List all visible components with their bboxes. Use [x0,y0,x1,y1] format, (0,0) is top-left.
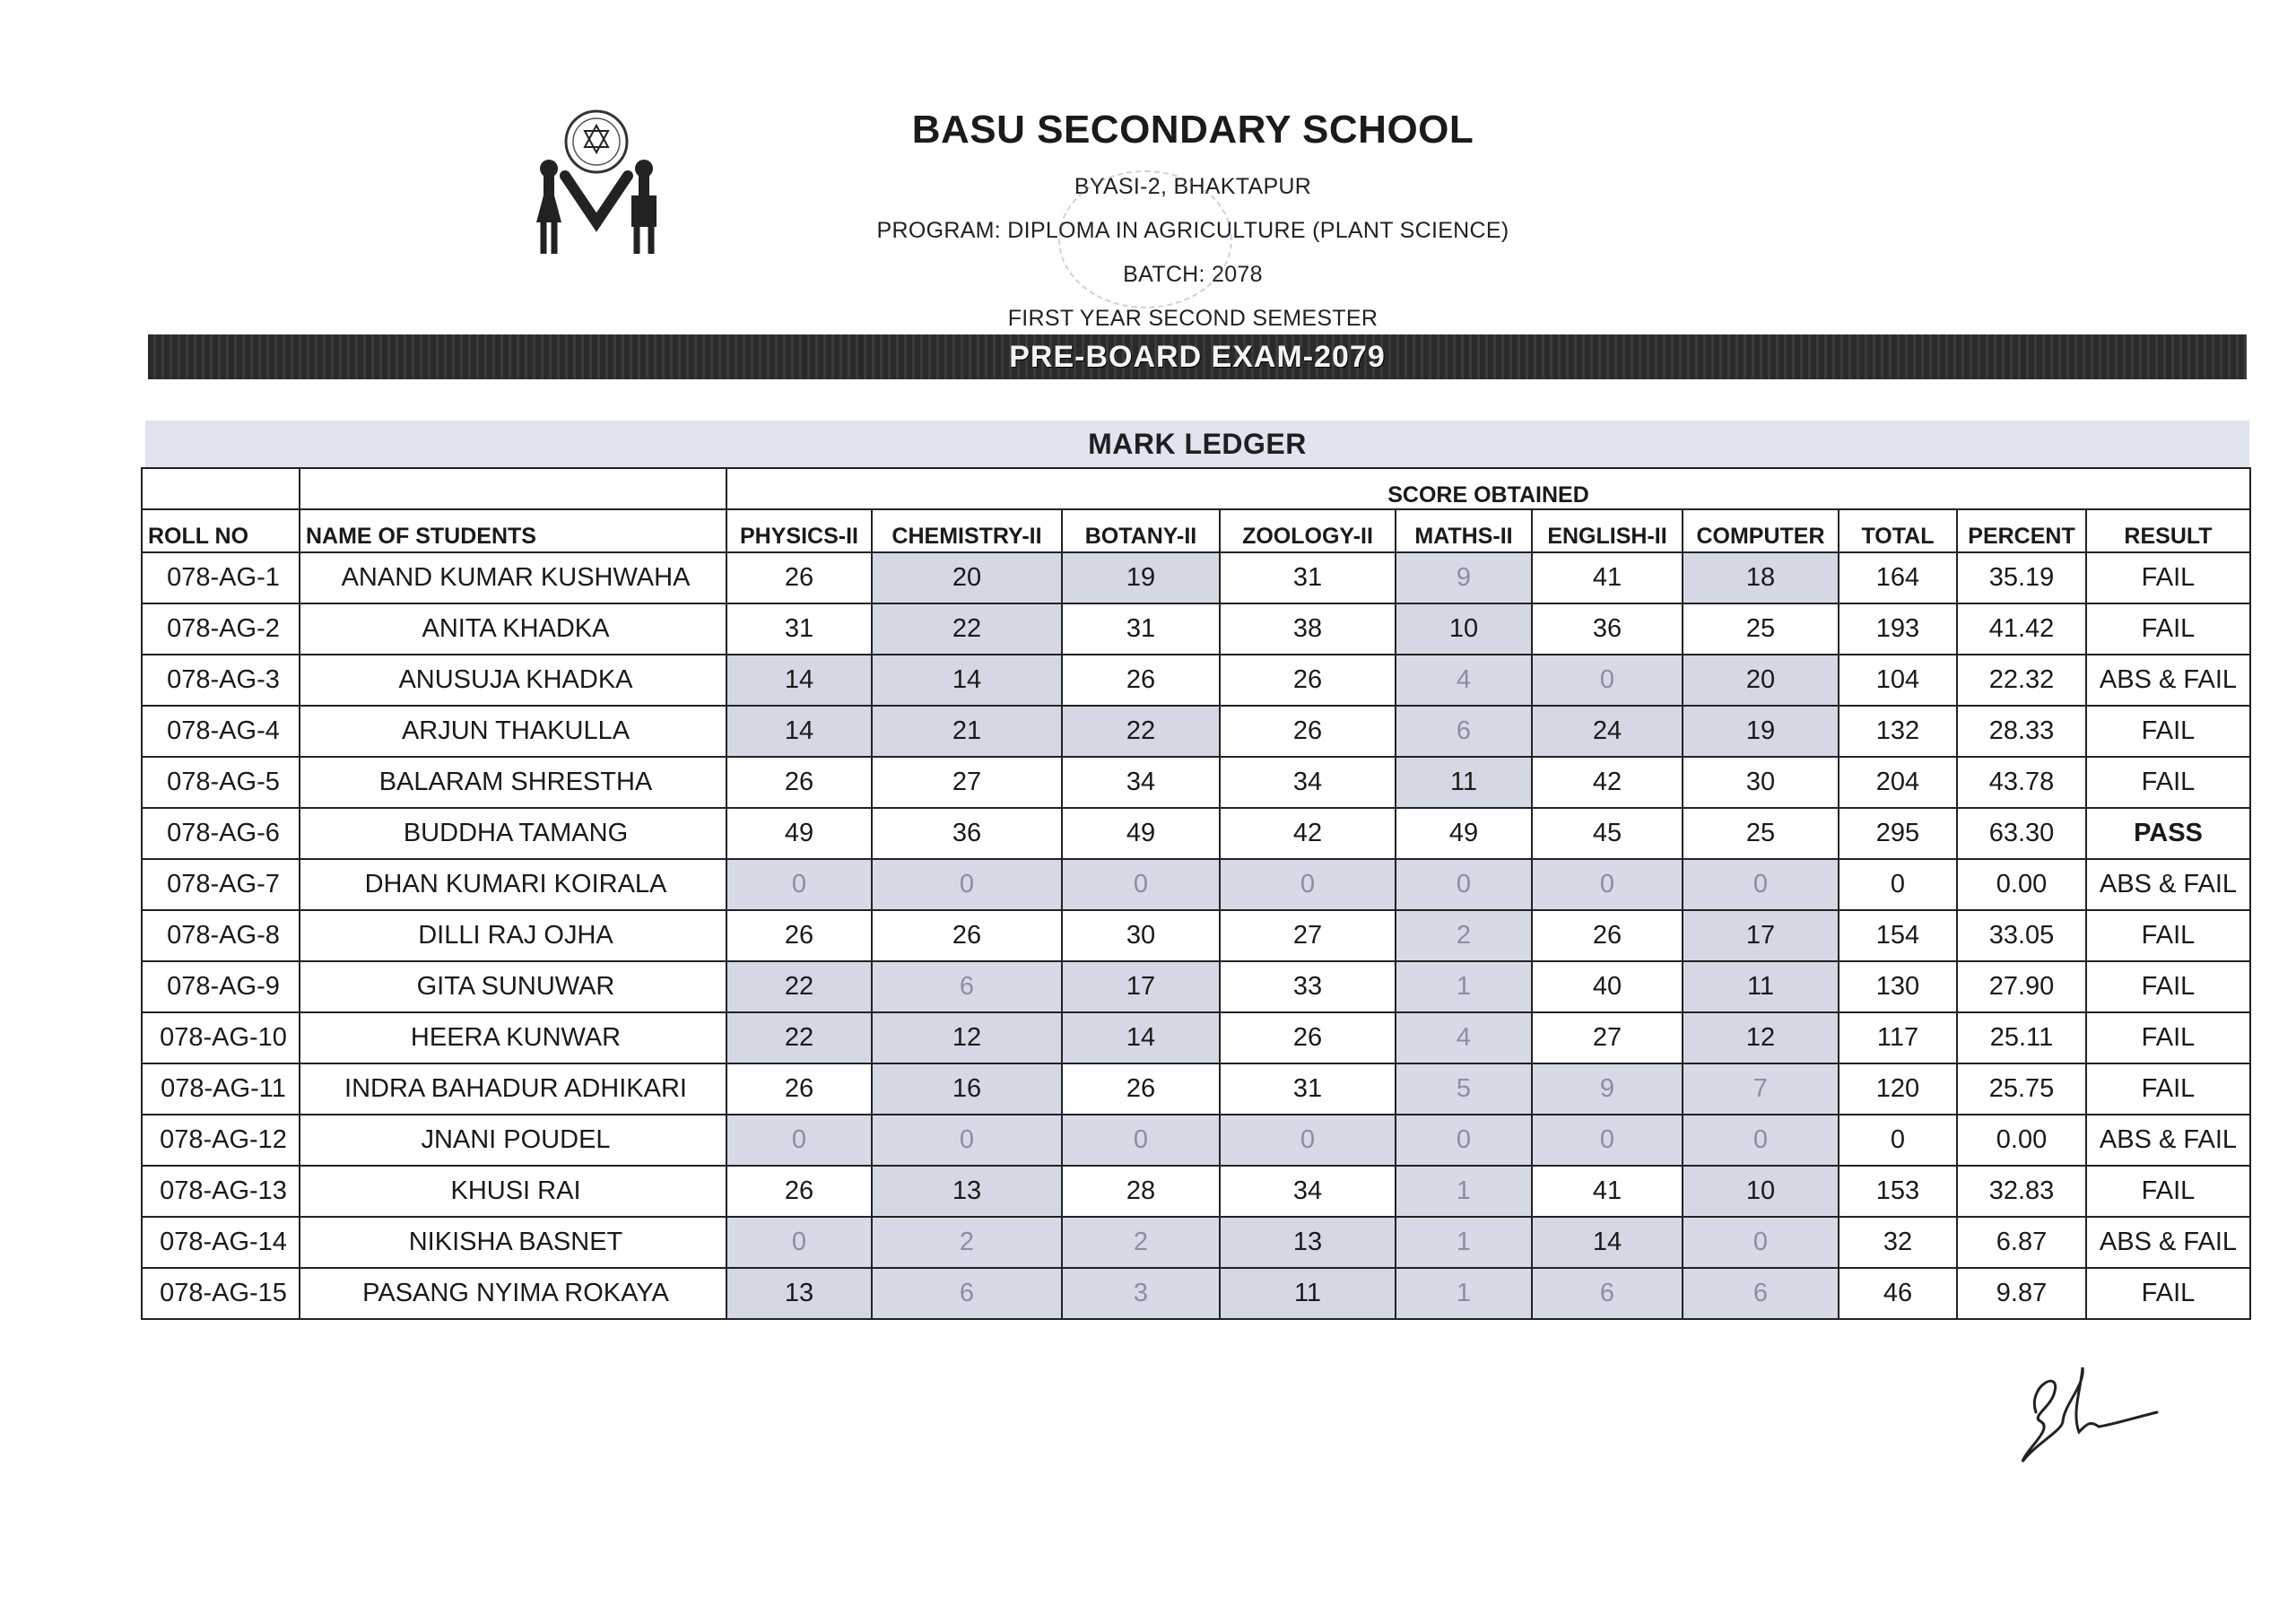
score-cell: 26 [726,757,872,808]
column-header-physics-ii: PHYSICS-II [726,509,872,552]
score-cell: 4 [1396,1012,1532,1063]
score-cell: 27 [872,757,1062,808]
score-cell: 20 [872,552,1062,603]
student-name-cell: JNANI POUDEL [300,1115,726,1166]
column-header-computer: COMPUTER [1683,509,1839,552]
roll-number-cell: 078-AG-13 [142,1166,300,1217]
total-cell: 193 [1839,603,1957,655]
total-cell: 153 [1839,1166,1957,1217]
roll-number-cell: 078-AG-15 [142,1268,300,1319]
score-cell: 26 [726,1063,872,1115]
score-cell: 4 [1396,655,1532,706]
exam-banner [148,334,2247,379]
score-cell: 14 [726,655,872,706]
score-cell: 31 [726,603,872,655]
ledger-title: MARK LEDGER [1088,427,1307,460]
score-cell: 30 [1683,757,1839,808]
score-cell: 27 [1220,910,1396,961]
signature [2000,1350,2161,1493]
table-row [142,552,2250,603]
student-name-cell: BUDDHA TAMANG [300,808,726,859]
roll-number-cell: 078-AG-10 [142,1012,300,1063]
result-cell: FAIL [2086,603,2250,655]
score-cell: 14 [726,706,872,757]
score-cell: 31 [1220,1063,1396,1115]
student-name-cell: NIKISHA BASNET [300,1217,726,1268]
score-cell: 14 [872,655,1062,706]
result-cell: FAIL [2086,1166,2250,1217]
result-cell: FAIL [2086,552,2250,603]
score-cell: 0 [1683,1217,1839,1268]
mark-ledger-table [141,467,2251,1320]
score-cell: 20 [1683,655,1839,706]
column-header-result: RESULT [2086,509,2250,552]
score-cell: 3 [1062,1268,1220,1319]
ledger-title-band [145,421,2249,467]
score-cell: 0 [1220,1115,1396,1166]
column-header-english-ii: ENGLISH-II [1532,509,1683,552]
student-name-cell: ARJUN THAKULLA [300,706,726,757]
student-name-cell: DILLI RAJ OJHA [300,910,726,961]
score-cell: 31 [1220,552,1396,603]
official-stamp [1058,170,1232,308]
table-row [142,1217,2250,1268]
result-cell: FAIL [2086,1012,2250,1063]
table-row [142,808,2250,859]
score-cell: 9 [1532,1063,1683,1115]
score-cell: 26 [872,910,1062,961]
total-cell: 32 [1839,1217,1957,1268]
score-cell: 6 [872,1268,1062,1319]
result-cell: FAIL [2086,1063,2250,1115]
student-name-cell: ANUSUJA KHADKA [300,655,726,706]
score-cell: 30 [1062,910,1220,961]
result-cell: PASS [2086,808,2250,859]
roll-number-cell: 078-AG-9 [142,961,300,1012]
student-name-cell: DHAN KUMARI KOIRALA [300,859,726,910]
score-cell: 24 [1532,706,1683,757]
student-name-cell: BALARAM SHRESTHA [300,757,726,808]
score-cell: 2 [872,1217,1062,1268]
table-row [142,961,2250,1012]
score-cell: 6 [872,961,1062,1012]
total-cell: 0 [1839,1115,1957,1166]
score-cell: 25 [1683,603,1839,655]
score-cell: 42 [1532,757,1683,808]
table-row [142,1166,2250,1217]
roll-number-cell: 078-AG-7 [142,859,300,910]
roll-number-cell: 078-AG-14 [142,1217,300,1268]
table-row [142,655,2250,706]
score-cell: 22 [872,603,1062,655]
roll-number-cell: 078-AG-11 [142,1063,300,1115]
score-cell: 26 [726,910,872,961]
score-cell: 6 [1396,706,1532,757]
blank-header-cell [300,468,726,509]
total-cell: 164 [1839,552,1957,603]
score-cell: 27 [1532,1012,1683,1063]
table-row [142,1115,2250,1166]
score-cell: 0 [1683,859,1839,910]
score-cell: 7 [1683,1063,1839,1115]
result-cell: ABS & FAIL [2086,859,2250,910]
score-cell: 31 [1062,603,1220,655]
percent-cell: 33.05 [1957,910,2086,961]
roll-number-cell: 078-AG-5 [142,757,300,808]
score-cell: 0 [1396,859,1532,910]
total-cell: 120 [1839,1063,1957,1115]
total-cell: 0 [1839,859,1957,910]
total-cell: 46 [1839,1268,1957,1319]
roll-number-cell: 078-AG-12 [142,1115,300,1166]
score-cell: 11 [1683,961,1839,1012]
table-row [142,603,2250,655]
score-cell: 21 [872,706,1062,757]
percent-cell: 43.78 [1957,757,2086,808]
score-cell: 36 [1532,603,1683,655]
score-cell: 49 [1396,808,1532,859]
total-cell: 104 [1839,655,1957,706]
roll-number-cell: 078-AG-4 [142,706,300,757]
score-cell: 0 [726,1115,872,1166]
ledger-body [142,552,2250,1319]
score-cell: 22 [726,961,872,1012]
score-cell: 40 [1532,961,1683,1012]
roll-number-cell: 078-AG-3 [142,655,300,706]
score-cell: 2 [1396,910,1532,961]
group-header-row [142,468,2250,509]
score-cell: 12 [872,1012,1062,1063]
percent-cell: 25.75 [1957,1063,2086,1115]
percent-cell: 6.87 [1957,1217,2086,1268]
semester-line: FIRST YEAR SECOND SEMESTER [1007,306,1378,331]
percent-cell: 35.19 [1957,552,2086,603]
score-cell: 9 [1396,552,1532,603]
student-name-cell: ANAND KUMAR KUSHWAHA [300,552,726,603]
score-cell: 14 [1532,1217,1683,1268]
column-header-percent: PERCENT [1957,509,2086,552]
student-name-cell: PASANG NYIMA ROKAYA [300,1268,726,1319]
score-cell: 1 [1396,1268,1532,1319]
school-logo [529,106,664,258]
score-cell: 14 [1062,1012,1220,1063]
score-obtained-header: SCORE OBTAINED [726,468,2250,509]
column-header-name-of-students: NAME OF STUDENTS [300,509,726,552]
result-cell: FAIL [2086,961,2250,1012]
score-cell: 13 [1220,1217,1396,1268]
score-cell: 10 [1396,603,1532,655]
table-row [142,1063,2250,1115]
result-cell: FAIL [2086,1268,2250,1319]
percent-cell: 27.90 [1957,961,2086,1012]
score-cell: 19 [1062,552,1220,603]
score-cell: 16 [872,1063,1062,1115]
result-cell: ABS & FAIL [2086,655,2250,706]
percent-cell: 28.33 [1957,706,2086,757]
score-cell: 26 [1220,1012,1396,1063]
score-cell: 1 [1396,1166,1532,1217]
score-cell: 0 [1062,1115,1220,1166]
student-name-cell: KHUSI RAI [300,1166,726,1217]
score-cell: 18 [1683,552,1839,603]
score-cell: 0 [1062,859,1220,910]
total-cell: 130 [1839,961,1957,1012]
score-cell: 11 [1396,757,1532,808]
score-cell: 10 [1683,1166,1839,1217]
table-row [142,757,2250,808]
score-cell: 0 [1532,859,1683,910]
percent-cell: 32.83 [1957,1166,2086,1217]
table-row [142,1012,2250,1063]
percent-cell: 41.42 [1957,603,2086,655]
school-name: BASU SECONDARY SCHOOL [911,108,1474,152]
score-cell: 0 [1396,1115,1532,1166]
blank-header-cell [142,468,300,509]
result-cell: FAIL [2086,706,2250,757]
score-cell: 17 [1062,961,1220,1012]
score-cell: 36 [872,808,1062,859]
exam-title: PRE-BOARD EXAM-2079 [1009,339,1386,374]
student-name-cell: INDRA BAHADUR ADHIKARI [300,1063,726,1115]
student-name-cell: ANITA KHADKA [300,603,726,655]
table-row [142,1268,2250,1319]
table-row [142,859,2250,910]
column-header-roll-no: ROLL NO [142,509,300,552]
score-cell: 1 [1396,1217,1532,1268]
result-cell: ABS & FAIL [2086,1217,2250,1268]
score-cell: 19 [1683,706,1839,757]
student-name-cell: HEERA KUNWAR [300,1012,726,1063]
total-cell: 132 [1839,706,1957,757]
score-cell: 17 [1683,910,1839,961]
score-cell: 6 [1532,1268,1683,1319]
score-cell: 0 [1532,1115,1683,1166]
score-cell: 0 [726,859,872,910]
score-cell: 25 [1683,808,1839,859]
roll-number-cell: 078-AG-2 [142,603,300,655]
score-cell: 41 [1532,552,1683,603]
score-cell: 26 [726,552,872,603]
column-header-total: TOTAL [1839,509,1957,552]
score-cell: 0 [872,1115,1062,1166]
column-header-botany-ii: BOTANY-II [1062,509,1220,552]
score-cell: 0 [1220,859,1396,910]
score-cell: 26 [1062,655,1220,706]
score-cell: 22 [726,1012,872,1063]
score-cell: 34 [1062,757,1220,808]
score-cell: 26 [1532,910,1683,961]
percent-cell: 25.11 [1957,1012,2086,1063]
score-cell: 26 [726,1166,872,1217]
score-cell: 26 [1062,1063,1220,1115]
column-header-chemistry-ii: CHEMISTRY-II [872,509,1062,552]
score-cell: 13 [872,1166,1062,1217]
total-cell: 117 [1839,1012,1957,1063]
score-cell: 1 [1396,961,1532,1012]
percent-cell: 0.00 [1957,859,2086,910]
total-cell: 295 [1839,808,1957,859]
score-cell: 49 [726,808,872,859]
score-cell: 6 [1683,1268,1839,1319]
score-cell: 0 [726,1217,872,1268]
score-cell: 34 [1220,1166,1396,1217]
column-header-row [142,509,2250,552]
table-row [142,910,2250,961]
score-cell: 49 [1062,808,1220,859]
column-header-zoology-ii: ZOOLOGY-II [1220,509,1396,552]
roll-number-cell: 078-AG-1 [142,552,300,603]
result-cell: FAIL [2086,910,2250,961]
result-cell: ABS & FAIL [2086,1115,2250,1166]
table-row [142,706,2250,757]
score-cell: 12 [1683,1012,1839,1063]
total-cell: 204 [1839,757,1957,808]
score-cell: 42 [1220,808,1396,859]
percent-cell: 9.87 [1957,1268,2086,1319]
result-cell: FAIL [2086,757,2250,808]
score-cell: 0 [872,859,1062,910]
score-cell: 13 [726,1268,872,1319]
score-cell: 34 [1220,757,1396,808]
score-cell: 28 [1062,1166,1220,1217]
score-cell: 41 [1532,1166,1683,1217]
percent-cell: 63.30 [1957,808,2086,859]
score-cell: 0 [1683,1115,1839,1166]
school-address: BYASI-2, BHAKTAPUR [1074,174,1312,199]
batch-line: BATCH: 2078 [1123,262,1263,287]
score-cell: 11 [1220,1268,1396,1319]
roll-number-cell: 078-AG-8 [142,910,300,961]
program-line: PROGRAM: DIPLOMA IN AGRICULTURE (PLANT SCIENCE) [876,218,1509,243]
score-cell: 26 [1220,655,1396,706]
student-name-cell: GITA SUNUWAR [300,961,726,1012]
total-cell: 154 [1839,910,1957,961]
score-cell: 45 [1532,808,1683,859]
percent-cell: 0.00 [1957,1115,2086,1166]
score-cell: 38 [1220,603,1396,655]
score-cell: 33 [1220,961,1396,1012]
score-cell: 0 [1532,655,1683,706]
score-cell: 26 [1220,706,1396,757]
score-cell: 2 [1062,1217,1220,1268]
column-header-maths-ii: MATHS-II [1396,509,1532,552]
score-cell: 22 [1062,706,1220,757]
score-cell: 5 [1396,1063,1532,1115]
roll-number-cell: 078-AG-6 [142,808,300,859]
percent-cell: 22.32 [1957,655,2086,706]
